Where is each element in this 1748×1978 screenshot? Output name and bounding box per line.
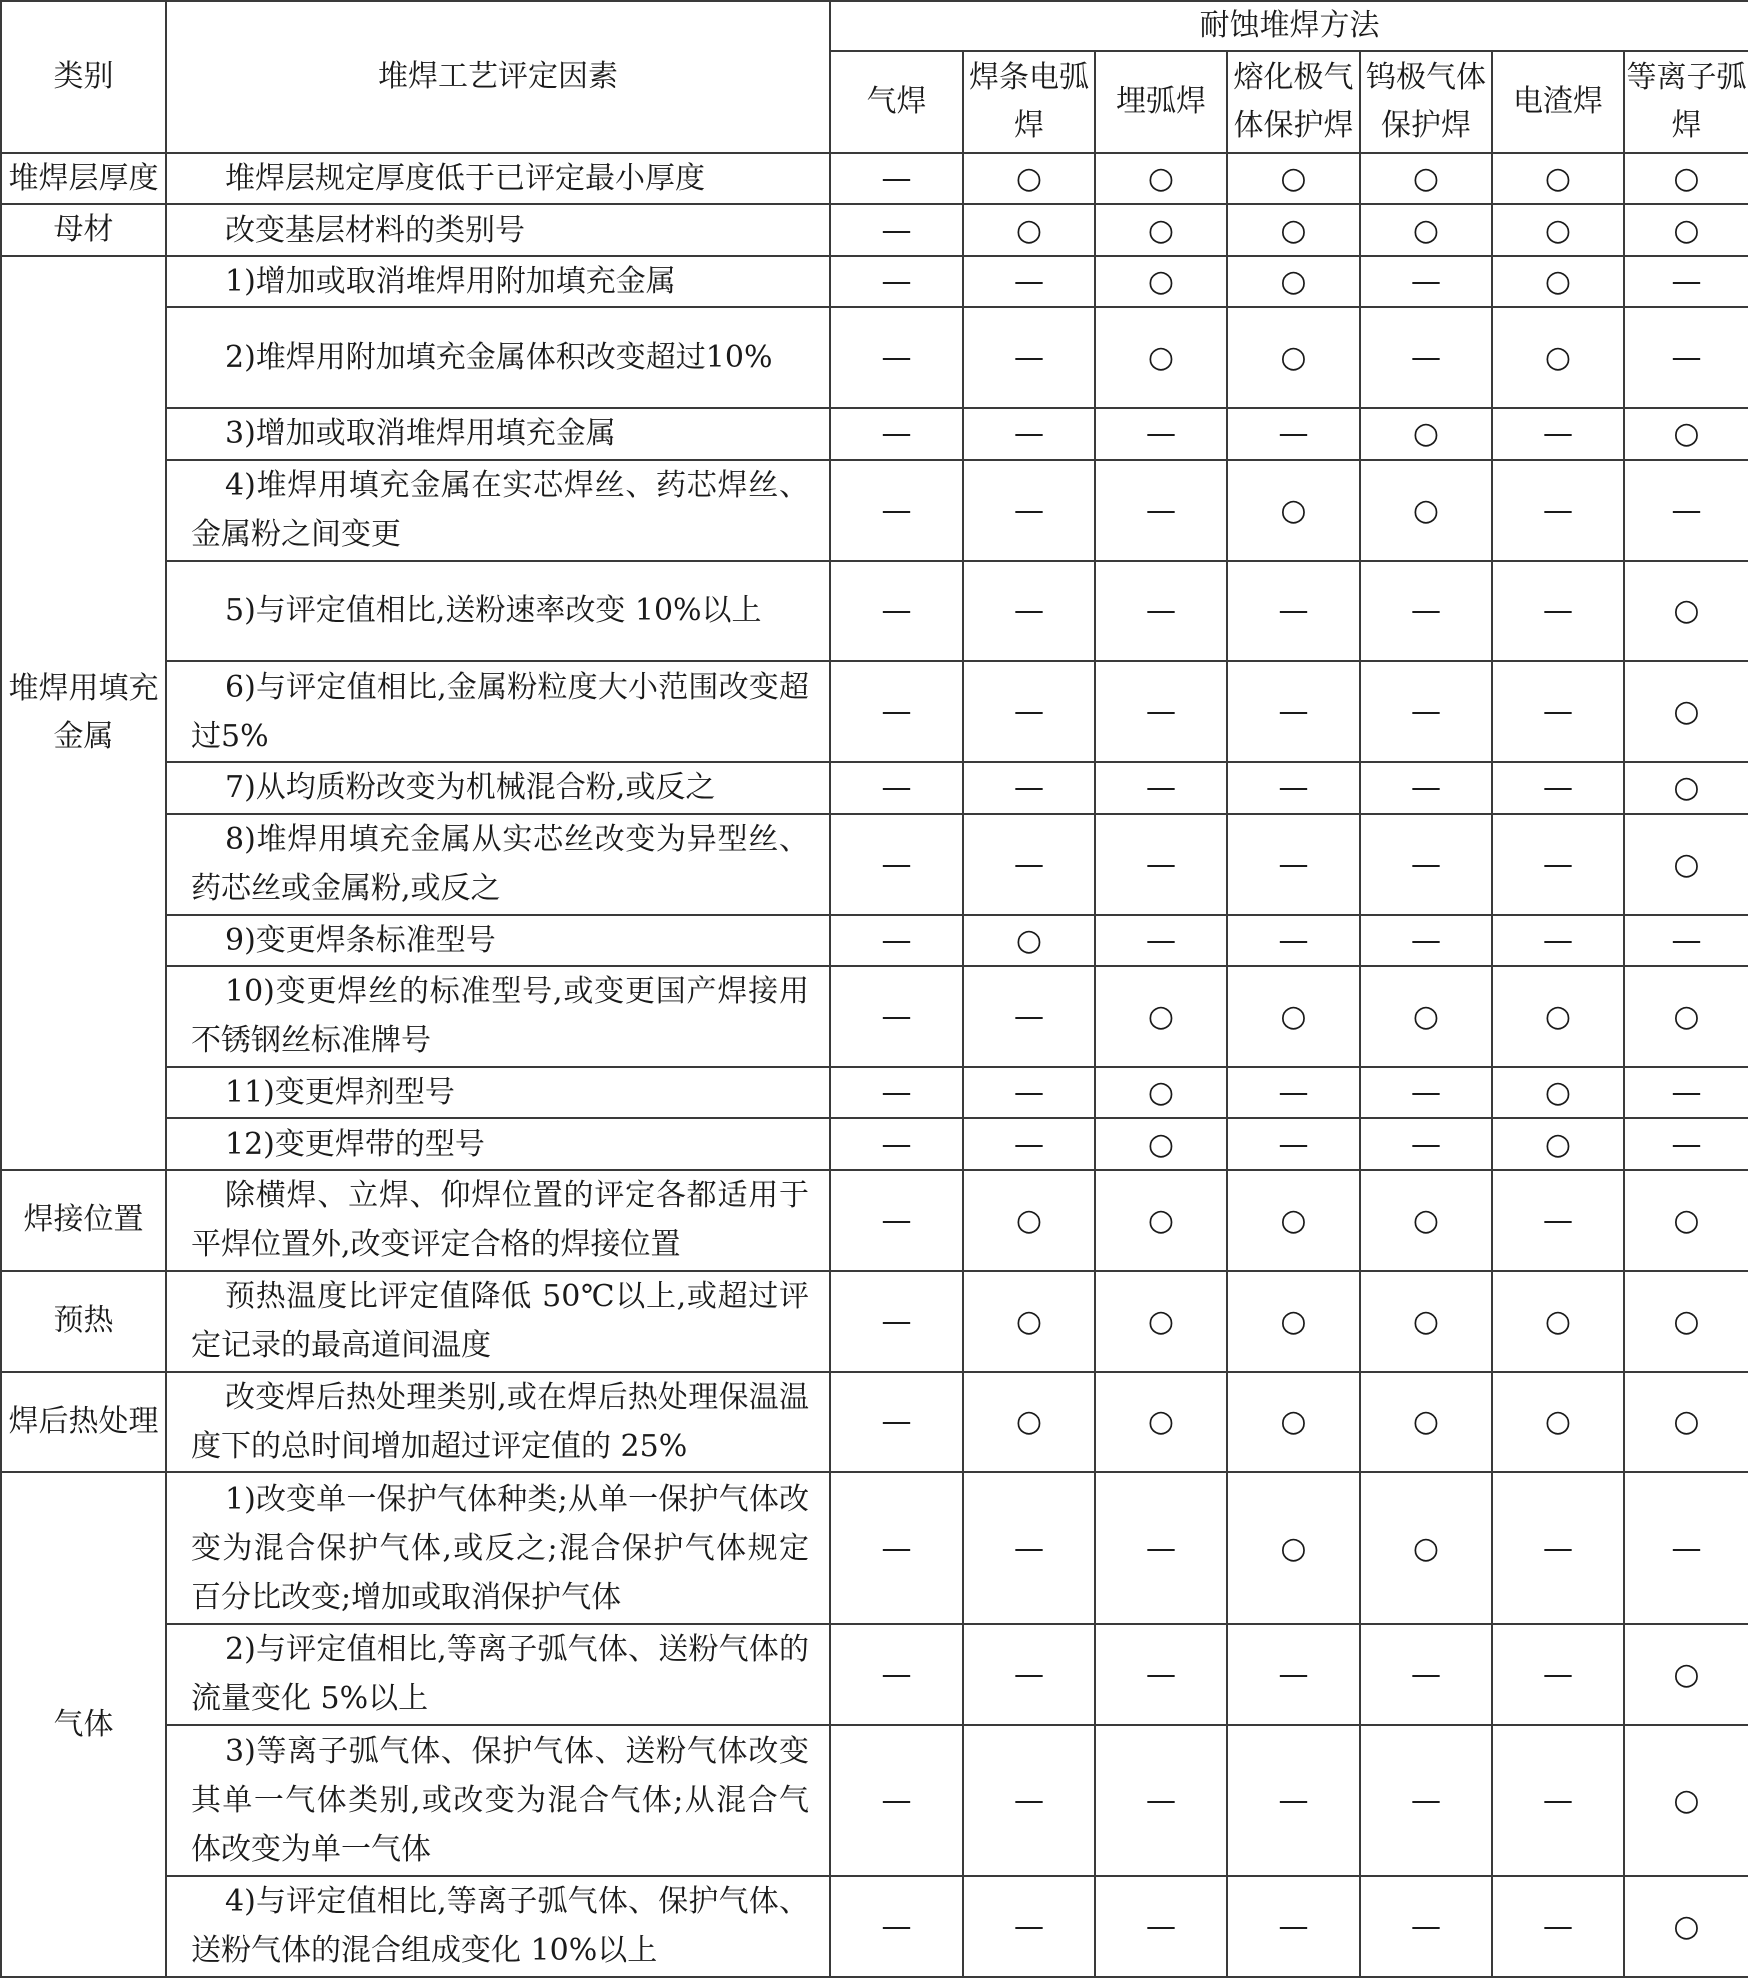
mark-gtaw-applies: ○ <box>1360 153 1492 204</box>
mark-paw-na: — <box>1624 1118 1748 1169</box>
mark-smaw-applies: ○ <box>963 915 1095 966</box>
factor-cell: 改变焊后热处理类别,或在焊后热处理保温温度下的总时间增加超过评定值的 25% <box>166 1372 830 1473</box>
mark-esw-na: — <box>1492 1170 1624 1271</box>
mark-smaw-applies: ○ <box>963 1271 1095 1372</box>
mark-smaw-applies: ○ <box>963 1372 1095 1473</box>
factor-cell: 预热温度比评定值降低 50℃以上,或超过评定记录的最高道间温度 <box>166 1271 830 1372</box>
mark-gtaw-na: — <box>1360 561 1492 662</box>
mark-esw-na: — <box>1492 762 1624 813</box>
mark-gas-welding-na: — <box>830 460 963 561</box>
category-gas: 气体 <box>1 1472 166 1977</box>
mark-paw-na: — <box>1624 256 1748 307</box>
header-method-gas-welding: 气焊 <box>830 51 963 153</box>
mark-gas-welding-na: — <box>830 1472 963 1623</box>
mark-gas-welding-na: — <box>830 966 963 1067</box>
mark-smaw-applies: ○ <box>963 1170 1095 1271</box>
mark-gmaw-na: — <box>1227 561 1360 662</box>
mark-saw-applies: ○ <box>1095 1118 1227 1169</box>
table-row <box>1 460 1748 561</box>
mark-saw-applies: ○ <box>1095 256 1227 307</box>
mark-gtaw-na: — <box>1360 1118 1492 1169</box>
table-body <box>1 153 1748 1977</box>
mark-paw-applies: ○ <box>1624 204 1748 255</box>
mark-esw-applies: ○ <box>1492 256 1624 307</box>
mark-gmaw-na: — <box>1227 1624 1360 1725</box>
mark-gtaw-na: — <box>1360 1624 1492 1725</box>
category-pwht: 焊后热处理 <box>1 1372 166 1473</box>
mark-saw-na: — <box>1095 661 1227 762</box>
factor-cell: 除横焊、立焊、仰焊位置的评定各都适用于平焊位置外,改变评定合格的焊接位置 <box>166 1170 830 1271</box>
mark-smaw-applies: ○ <box>963 204 1095 255</box>
mark-paw-na: — <box>1624 915 1748 966</box>
factor-cell: 12)变更焊带的型号 <box>166 1118 830 1169</box>
mark-esw-applies: ○ <box>1492 307 1624 408</box>
category-filler-metal: 堆焊用填充金属 <box>1 256 166 1170</box>
table-row <box>1 1372 1748 1473</box>
mark-gmaw-na: — <box>1227 1118 1360 1169</box>
mark-saw-applies: ○ <box>1095 153 1227 204</box>
mark-esw-na: — <box>1492 915 1624 966</box>
table-row <box>1 204 1748 255</box>
mark-paw-applies: ○ <box>1624 814 1748 915</box>
factor-cell: 1)增加或取消堆焊用附加填充金属 <box>166 256 830 307</box>
mark-gtaw-na: — <box>1360 256 1492 307</box>
mark-gtaw-applies: ○ <box>1360 408 1492 459</box>
factor-cell: 1)改变单一保护气体种类;从单一保护气体改变为混合保护气体,或反之;混合保护气体规定百分比改变;增加或取消保护气体 <box>166 1472 830 1623</box>
mark-gas-welding-na: — <box>830 762 963 813</box>
mark-smaw-na: — <box>963 408 1095 459</box>
mark-esw-applies: ○ <box>1492 966 1624 1067</box>
table-row <box>1 1170 1748 1271</box>
mark-gmaw-applies: ○ <box>1227 153 1360 204</box>
mark-gmaw-na: — <box>1227 1725 1360 1876</box>
mark-saw-applies: ○ <box>1095 1271 1227 1372</box>
mark-esw-applies: ○ <box>1492 153 1624 204</box>
factor-cell: 堆焊层规定厚度低于已评定最小厚度 <box>166 153 830 204</box>
mark-saw-na: — <box>1095 1624 1227 1725</box>
mark-esw-na: — <box>1492 561 1624 662</box>
mark-gtaw-na: — <box>1360 307 1492 408</box>
mark-paw-applies: ○ <box>1624 762 1748 813</box>
mark-gtaw-applies: ○ <box>1360 1170 1492 1271</box>
mark-smaw-na: — <box>963 307 1095 408</box>
mark-gmaw-applies: ○ <box>1227 1472 1360 1623</box>
mark-saw-applies: ○ <box>1095 204 1227 255</box>
mark-gas-welding-na: — <box>830 256 963 307</box>
mark-gtaw-applies: ○ <box>1360 460 1492 561</box>
mark-paw-applies: ○ <box>1624 1725 1748 1876</box>
header-methods-group: 耐蚀堆焊方法 <box>830 1 1748 51</box>
mark-gas-welding-na: — <box>830 153 963 204</box>
mark-gas-welding-na: — <box>830 1271 963 1372</box>
factor-cell: 10)变更焊丝的标准型号,或变更国产焊接用不锈钢丝标准牌号 <box>166 966 830 1067</box>
mark-esw-applies: ○ <box>1492 1372 1624 1473</box>
mark-paw-na: — <box>1624 460 1748 561</box>
mark-saw-applies: ○ <box>1095 1372 1227 1473</box>
mark-saw-na: — <box>1095 1876 1227 1977</box>
table-row <box>1 256 1748 307</box>
mark-esw-na: — <box>1492 1624 1624 1725</box>
mark-gmaw-na: — <box>1227 408 1360 459</box>
mark-saw-applies: ○ <box>1095 1067 1227 1118</box>
mark-gmaw-na: — <box>1227 915 1360 966</box>
mark-esw-applies: ○ <box>1492 204 1624 255</box>
mark-saw-na: — <box>1095 814 1227 915</box>
header-method-gmaw: 熔化极气体保护焊 <box>1227 51 1360 153</box>
mark-gtaw-na: — <box>1360 1725 1492 1876</box>
table-row <box>1 1472 1748 1623</box>
mark-smaw-na: — <box>963 762 1095 813</box>
factor-cell: 4)堆焊用填充金属在实芯焊丝、药芯焊丝、金属粉之间变更 <box>166 460 830 561</box>
mark-saw-na: — <box>1095 762 1227 813</box>
category-welding-position: 焊接位置 <box>1 1170 166 1271</box>
mark-paw-applies: ○ <box>1624 153 1748 204</box>
header-factor: 堆焊工艺评定因素 <box>166 1 830 153</box>
mark-gtaw-applies: ○ <box>1360 966 1492 1067</box>
mark-esw-na: — <box>1492 408 1624 459</box>
header-method-esw: 电渣焊 <box>1492 51 1624 153</box>
mark-gmaw-na: — <box>1227 1067 1360 1118</box>
mark-gmaw-applies: ○ <box>1227 1372 1360 1473</box>
table-row <box>1 561 1748 662</box>
mark-gmaw-applies: ○ <box>1227 966 1360 1067</box>
mark-gtaw-applies: ○ <box>1360 1271 1492 1372</box>
mark-smaw-na: — <box>963 966 1095 1067</box>
mark-smaw-na: — <box>963 1624 1095 1725</box>
factor-cell: 6)与评定值相比,金属粉粒度大小范围改变超过5% <box>166 661 830 762</box>
table-row <box>1 408 1748 459</box>
mark-paw-applies: ○ <box>1624 561 1748 662</box>
mark-esw-na: — <box>1492 661 1624 762</box>
mark-gtaw-applies: ○ <box>1360 1472 1492 1623</box>
mark-paw-applies: ○ <box>1624 1372 1748 1473</box>
mark-esw-na: — <box>1492 814 1624 915</box>
category-preheat: 预热 <box>1 1271 166 1372</box>
mark-smaw-na: — <box>963 1725 1095 1876</box>
mark-gtaw-na: — <box>1360 915 1492 966</box>
mark-gas-welding-na: — <box>830 1118 963 1169</box>
mark-paw-applies: ○ <box>1624 661 1748 762</box>
mark-paw-applies: ○ <box>1624 966 1748 1067</box>
mark-esw-na: — <box>1492 1472 1624 1623</box>
header-method-smaw: 焊条电弧焊 <box>963 51 1095 153</box>
factor-cell: 2)堆焊用附加填充金属体积改变超过10% <box>166 307 830 408</box>
mark-gmaw-na: — <box>1227 762 1360 813</box>
mark-gas-welding-na: — <box>830 661 963 762</box>
mark-esw-applies: ○ <box>1492 1271 1624 1372</box>
mark-gmaw-na: — <box>1227 661 1360 762</box>
header-method-gtaw: 钨极气体保护焊 <box>1360 51 1492 153</box>
mark-smaw-na: — <box>963 661 1095 762</box>
mark-gas-welding-na: — <box>830 1725 963 1876</box>
mark-gas-welding-na: — <box>830 204 963 255</box>
mark-paw-na: — <box>1624 307 1748 408</box>
factor-cell: 3)等离子弧气体、保护气体、送粉气体改变其单一气体类别,或改变为混合气体;从混合气体改变为单一气体 <box>166 1725 830 1876</box>
mark-saw-na: — <box>1095 1472 1227 1623</box>
table-row <box>1 1624 1748 1725</box>
factor-cell: 4)与评定值相比,等离子弧气体、保护气体、送粉气体的混合组成变化 10%以上 <box>166 1876 830 1977</box>
mark-saw-applies: ○ <box>1095 966 1227 1067</box>
mark-gmaw-applies: ○ <box>1227 1170 1360 1271</box>
mark-saw-na: — <box>1095 460 1227 561</box>
mark-saw-na: — <box>1095 408 1227 459</box>
mark-smaw-applies: ○ <box>963 153 1095 204</box>
mark-gtaw-na: — <box>1360 814 1492 915</box>
mark-gtaw-applies: ○ <box>1360 1372 1492 1473</box>
mark-paw-na: — <box>1624 1067 1748 1118</box>
mark-saw-na: — <box>1095 561 1227 662</box>
mark-gmaw-na: — <box>1227 1876 1360 1977</box>
mark-gas-welding-na: — <box>830 1170 963 1271</box>
table-header <box>1 1 1748 153</box>
factor-cell: 3)增加或取消堆焊用填充金属 <box>166 408 830 459</box>
table-row <box>1 915 1748 966</box>
table-row <box>1 814 1748 915</box>
mark-paw-applies: ○ <box>1624 1624 1748 1725</box>
mark-smaw-na: — <box>963 814 1095 915</box>
table-row <box>1 1067 1748 1118</box>
mark-gas-welding-na: — <box>830 307 963 408</box>
mark-gas-welding-na: — <box>830 1372 963 1473</box>
mark-smaw-na: — <box>963 1067 1095 1118</box>
header-method-paw: 等离子弧焊 <box>1624 51 1748 153</box>
table-row <box>1 307 1748 408</box>
mark-gmaw-applies: ○ <box>1227 460 1360 561</box>
table-row <box>1 1876 1748 1977</box>
mark-saw-applies: ○ <box>1095 1170 1227 1271</box>
mark-smaw-na: — <box>963 256 1095 307</box>
mark-gas-welding-na: — <box>830 814 963 915</box>
mark-esw-applies: ○ <box>1492 1118 1624 1169</box>
mark-gmaw-applies: ○ <box>1227 1271 1360 1372</box>
factor-cell: 8)堆焊用填充金属从实芯丝改变为异型丝、药芯丝或金属粉,或反之 <box>166 814 830 915</box>
factor-cell: 9)变更焊条标准型号 <box>166 915 830 966</box>
table-row <box>1 1271 1748 1372</box>
mark-saw-na: — <box>1095 915 1227 966</box>
table-row <box>1 153 1748 204</box>
mark-esw-applies: ○ <box>1492 1067 1624 1118</box>
mark-gtaw-na: — <box>1360 1067 1492 1118</box>
table-row <box>1 762 1748 813</box>
mark-smaw-na: — <box>963 1118 1095 1169</box>
mark-gtaw-na: — <box>1360 661 1492 762</box>
mark-gmaw-applies: ○ <box>1227 307 1360 408</box>
mark-smaw-na: — <box>963 460 1095 561</box>
mark-paw-applies: ○ <box>1624 1271 1748 1372</box>
mark-gtaw-na: — <box>1360 1876 1492 1977</box>
mark-esw-na: — <box>1492 460 1624 561</box>
category-base-metal: 母材 <box>1 204 166 255</box>
mark-smaw-na: — <box>963 561 1095 662</box>
mark-paw-applies: ○ <box>1624 1876 1748 1977</box>
mark-saw-applies: ○ <box>1095 307 1227 408</box>
mark-paw-applies: ○ <box>1624 408 1748 459</box>
factor-cell: 2)与评定值相比,等离子弧气体、送粉气体的流量变化 5%以上 <box>166 1624 830 1725</box>
factor-cell: 5)与评定值相比,送粉速率改变 10%以上 <box>166 561 830 662</box>
table-row <box>1 661 1748 762</box>
mark-gas-welding-na: — <box>830 408 963 459</box>
table-row <box>1 1725 1748 1876</box>
factor-cell: 改变基层材料的类别号 <box>166 204 830 255</box>
mark-gmaw-applies: ○ <box>1227 256 1360 307</box>
mark-paw-applies: ○ <box>1624 1170 1748 1271</box>
header-method-saw: 埋弧焊 <box>1095 51 1227 153</box>
mark-gas-welding-na: — <box>830 561 963 662</box>
mark-gmaw-na: — <box>1227 814 1360 915</box>
mark-paw-na: — <box>1624 1472 1748 1623</box>
mark-gtaw-applies: ○ <box>1360 204 1492 255</box>
factor-cell: 7)从均质粉改变为机械混合粉,或反之 <box>166 762 830 813</box>
table-row <box>1 1118 1748 1169</box>
mark-gas-welding-na: — <box>830 1876 963 1977</box>
mark-smaw-na: — <box>963 1876 1095 1977</box>
mark-saw-na: — <box>1095 1725 1227 1876</box>
table-row <box>1 966 1748 1067</box>
category-weld-thickness: 堆焊层厚度 <box>1 153 166 204</box>
mark-esw-na: — <box>1492 1876 1624 1977</box>
factor-cell: 11)变更焊剂型号 <box>166 1067 830 1118</box>
mark-gas-welding-na: — <box>830 915 963 966</box>
mark-gmaw-applies: ○ <box>1227 204 1360 255</box>
header-category: 类别 <box>1 1 166 153</box>
mark-gas-welding-na: — <box>830 1067 963 1118</box>
mark-gtaw-na: — <box>1360 762 1492 813</box>
mark-smaw-na: — <box>963 1472 1095 1623</box>
mark-esw-na: — <box>1492 1725 1624 1876</box>
mark-gas-welding-na: — <box>830 1624 963 1725</box>
